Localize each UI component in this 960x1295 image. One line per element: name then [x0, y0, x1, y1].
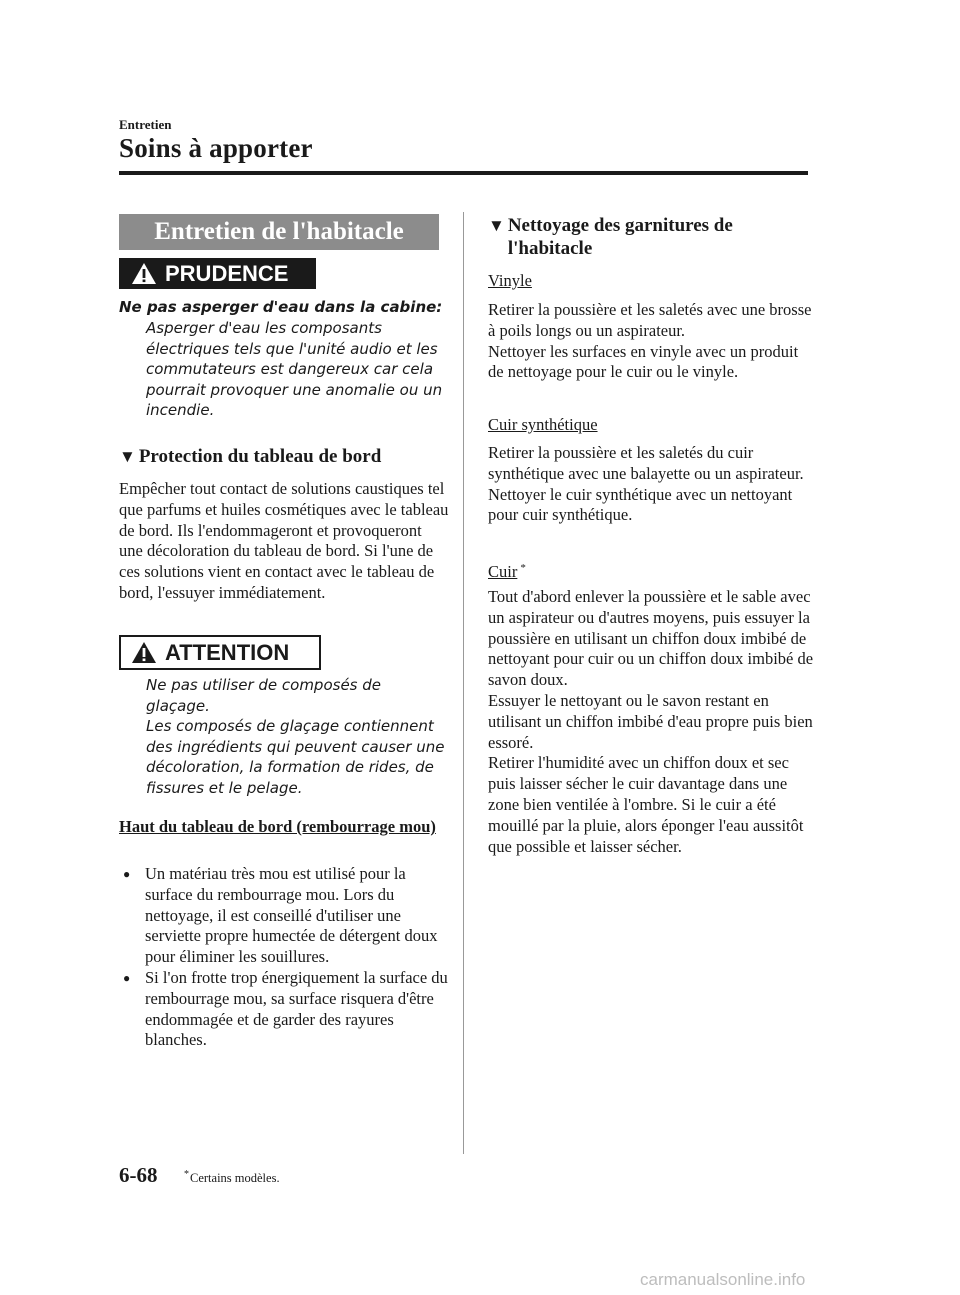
prudence-lead: Ne pas asperger d'eau dans la cabine:: [119, 298, 443, 316]
watermark: carmanualsonline.info: [640, 1270, 806, 1289]
bullet-icon: ●: [123, 867, 131, 881]
column-separator: [463, 212, 464, 1154]
page-number: 6-68: [119, 1163, 158, 1187]
footnote: [184, 1169, 280, 1186]
bullet-text: Un matériau très mou est utilisé pour la surface du rembourrage mou. Lors du nettoyage, il est conseillé d'utiliser une serviette propre humectée de détergent doux pour éliminer les souillures.: [145, 864, 438, 967]
list-item: [119, 864, 449, 968]
prudence-badge: [119, 258, 316, 289]
list-item: [119, 968, 449, 1051]
prudence-text: Asperger d'eau les composants électriques tels que l'unité audio et les commutateurs est dangereux car cela pourrait provoquer une anomalie ou un incendie.: [146, 319, 443, 419]
haut-heading: Haut du tableau de bord (rembourrage mou): [119, 817, 436, 836]
cuir-heading: [488, 558, 526, 583]
chapter-label: Entretien: [119, 117, 172, 132]
page-title: Soins à apporter: [119, 133, 313, 163]
prudence-label: PRUDENCE: [165, 260, 289, 286]
attention-badge: [119, 635, 321, 670]
footnote-text: Certains modèles.: [190, 1171, 280, 1185]
cuir-heading-text: Cuir: [488, 562, 518, 581]
bullet-text: Si l'on frotte trop énergiquement la surface du rembourrage mou, sa surface risquera d'être endommagée et de garder des rayures blanches.: [145, 967, 448, 1050]
protection-heading: [119, 445, 381, 468]
vinyle-text: Retirer la poussière et les saletés avec une brosse à poils longs ou un aspirateur. Nettoyer les surfaces en vinyle avec un produit de nettoyage pour le cuir ou le vinyle.: [488, 300, 812, 382]
bullet-icon: ●: [123, 970, 131, 985]
attention-text: Ne pas utiliser de composés de glaçage. Les composés de glaçage contiennent des ingrédients qui peuvent causer une décoloration, la formation de rides, de fissures et le pelage.: [146, 676, 445, 797]
warning-icon: [131, 262, 157, 285]
cuir-synthetique-heading: Cuir synthétique: [488, 415, 598, 434]
protection-text: Empêcher tout contact de solutions caustiques tel que parfums et huiles cosmétiques avec le tableau de bord. Ils l'endommageront et provoqueront une décoloration du tableau de bord. Si l'une de ces solutions vient en contact avec le tableau de bord, l'essuyer immédiatement.: [119, 479, 449, 602]
footnote-star: *: [184, 1169, 189, 1180]
nettoyage-heading-text: Nettoyage des garnitures de l'habitacle: [507, 215, 733, 259]
star-mark: *: [520, 562, 526, 574]
warning-icon: [131, 641, 157, 664]
triangle-marker-icon: ▼: [488, 216, 505, 235]
haut-bullet-list: [119, 864, 449, 1051]
vinyle-heading: Vinyle: [488, 271, 532, 290]
nettoyage-heading: [488, 214, 788, 260]
attention-label: ATTENTION: [165, 639, 290, 665]
cuir-synthetique-text: Retirer la poussière et les saletés du cuir synthétique avec une balayette ou un aspirateur. Nettoyer le cuir synthétique avec un nettoyant pour cuir synthétique.: [488, 443, 804, 525]
header-rule: [119, 171, 808, 175]
triangle-marker-icon: ▼: [119, 447, 136, 466]
section-title: Entretien de l'habitacle: [119, 214, 439, 250]
protection-heading-text: Protection du tableau de bord: [138, 446, 382, 467]
cuir-text: Tout d'abord enlever la poussière et le sable avec un aspirateur ou d'autres moyens, puis essuyer la poussière en utilisant un chiffon doux imbibé de nettoyant pour cuir ou un chiffon doux imbibé de savon doux. Essuyer le nettoyant ou le savon restant en utilisant un chiffon imbibé d'eau propre puis bien essoré. Retirer l'humidité avec un chiffon doux et sec puis laisser sécher le cuir davantage dans une zone bien ventilée à l'ombre. Si le cuir a été mouillé par la pluie, alors éponger l'eau aussitôt que possible et laisser sécher.: [488, 587, 814, 856]
